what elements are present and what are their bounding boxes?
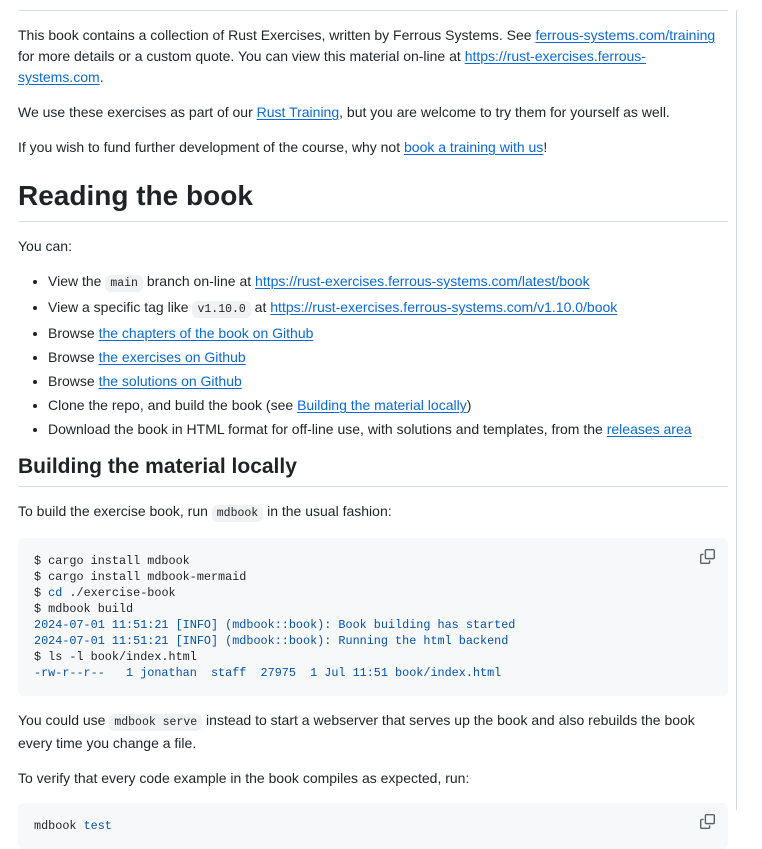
inline-link[interactable]: https://rust-exercises.ferrous-systems.com/v1.10.0/book <box>270 299 618 315</box>
code-token-highlight: -rw-r--r-- 1 jonathan staff 27975 1 Jul 11:51 book/index.html <box>34 666 502 681</box>
list-item <box>48 395 728 416</box>
text-run: You could use <box>18 712 110 729</box>
copy-icon <box>700 817 715 832</box>
content-right-border <box>736 10 737 810</box>
code-block-build <box>18 538 728 696</box>
inline-code: main <box>105 275 143 292</box>
list-item <box>48 323 728 344</box>
text-run: in the usual fashion: <box>263 503 392 520</box>
text-run: View a specific tag like <box>48 299 193 315</box>
code-token-highlight: 2024-07-01 11:51:21 [INFO] (mdbook::book): Book building has started <box>34 618 516 633</box>
list-item <box>48 371 728 392</box>
text-run: Download the book in HTML format for off-line use, with solutions and templates, from the <box>48 421 607 437</box>
text-run: $ mdbook build <box>34 602 134 617</box>
text-run: branch on-line at <box>142 273 256 289</box>
code-line <box>34 633 712 649</box>
code-line <box>34 818 712 834</box>
text-run: If you wish to fund further development of the course, why not <box>18 139 404 155</box>
code-token-highlight: test <box>83 819 112 834</box>
text-run: ! <box>543 139 548 155</box>
text-run: We use these exercises as part of our <box>18 104 257 120</box>
code-block-test <box>18 803 728 849</box>
text-run: To verify that every code example in the book compiles as expected, run: <box>18 770 470 787</box>
reading-options-list <box>18 271 728 440</box>
text-run: Browse <box>48 373 99 389</box>
inline-link[interactable]: Rust Training <box>256 104 340 120</box>
text-run: Browse <box>48 325 99 341</box>
list-item <box>48 271 728 294</box>
intro-paragraph-1 <box>18 25 728 88</box>
list-item <box>48 419 728 440</box>
inline-link[interactable]: ferrous-systems.com/training <box>535 27 716 43</box>
inline-link[interactable]: the exercises on Github <box>98 349 246 365</box>
code-line <box>34 553 712 569</box>
code-line <box>34 617 712 633</box>
inline-link[interactable]: https://rust-exercises.ferrous-systems.com/latest/book <box>255 273 590 289</box>
list-item <box>48 297 728 320</box>
copy-button[interactable] <box>697 546 718 567</box>
text-run: ) <box>466 397 472 413</box>
code-line <box>34 569 712 585</box>
text-run: $ ls -l book/index.html <box>34 650 197 665</box>
test-intro-paragraph <box>18 768 728 789</box>
text-run: . <box>99 69 104 85</box>
inline-code: mdbook <box>212 505 263 522</box>
text-run: for more details or a custom quote. You can view this material on-line at <box>18 48 465 64</box>
text-run: $ <box>34 586 49 601</box>
heading-building-the-material-locally: Building the material locally <box>18 454 728 487</box>
text-run: Browse <box>48 349 99 365</box>
copy-button[interactable] <box>697 811 718 832</box>
text-run: Clone the repo, and build the book (see <box>48 397 298 413</box>
readme-page <box>0 10 762 834</box>
inline-code: v1.10.0 <box>192 301 250 318</box>
text-run: To build the exercise book, run <box>18 503 212 520</box>
reading-lead: You can: <box>18 238 72 254</box>
intro-paragraph-2 <box>18 102 728 123</box>
code-line <box>34 585 712 601</box>
serve-note-paragraph <box>18 710 728 754</box>
intro-paragraph-3 <box>18 137 728 158</box>
inline-link[interactable]: releases area <box>606 421 692 437</box>
markdown-body <box>18 10 728 849</box>
list-item <box>48 347 728 368</box>
inline-link[interactable]: https://rust-exercises.ferrous-systems.com <box>18 48 646 85</box>
code-line <box>34 649 712 665</box>
heading-reading-the-book: Reading the book <box>18 178 728 222</box>
text-run: mdbook <box>34 819 84 834</box>
text-run: at <box>250 299 271 315</box>
text-run: View the <box>48 273 106 289</box>
copy-icon <box>700 552 715 567</box>
inline-link[interactable]: book a training with us <box>404 139 544 155</box>
text-run: ./exercise-book <box>62 586 176 601</box>
inline-code: mdbook serve <box>109 714 202 731</box>
code-line <box>34 601 712 617</box>
code-token-highlight: 2024-07-01 11:51:21 [INFO] (mdbook::book): Running the html backend <box>34 634 509 649</box>
code-token-highlight: cd <box>48 586 63 601</box>
inline-link[interactable]: Building the material locally <box>297 397 467 413</box>
text-run: , but you are welcome to try them for yourself as well. <box>339 104 670 120</box>
inline-link[interactable]: the solutions on Github <box>98 373 242 389</box>
text-run: $ cargo install mdbook <box>34 554 190 569</box>
code-line <box>34 665 712 681</box>
text-run: This book contains a collection of Rust Exercises, written by Ferrous Systems. See <box>18 27 536 43</box>
inline-link[interactable]: the chapters of the book on Github <box>98 325 314 341</box>
text-run: $ cargo install mdbook-mermaid <box>34 570 247 585</box>
build-intro-paragraph <box>18 501 728 524</box>
text-run: instead to start a webserver that serves up the book and also rebuilds the book every time you change a file. <box>18 712 695 752</box>
section-divider <box>18 10 728 11</box>
